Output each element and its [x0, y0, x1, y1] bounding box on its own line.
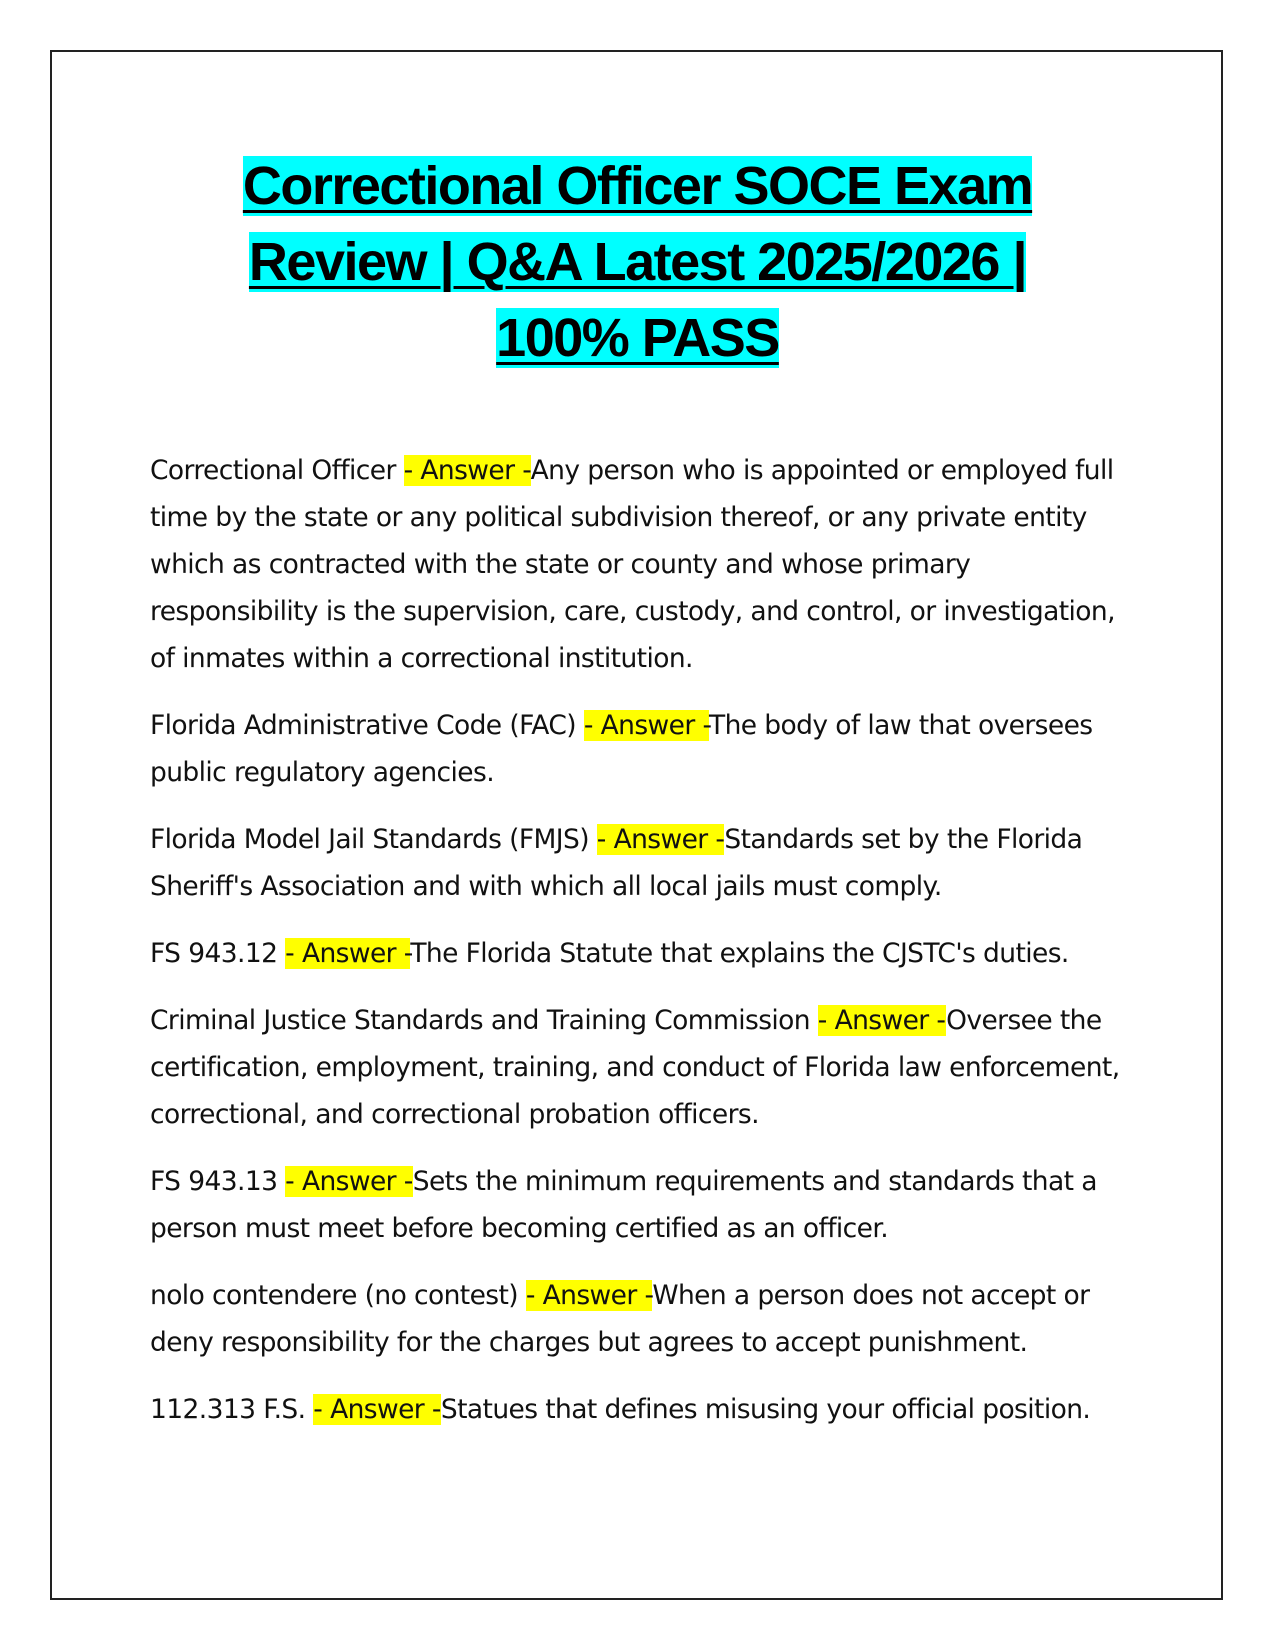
- qa-definition: The Florida Statute that explains the CJSTC's duties.: [410, 938, 1069, 969]
- qa-definition: Oversee the certification, employment, training, and conduct of Florida law enforcement, correctional, and correctional probation officers.: [150, 1005, 1120, 1130]
- answer-label: - Answer -: [596, 824, 725, 855]
- qa-item: [150, 1158, 1140, 1252]
- qa-definition: Sets the minimum requirements and standards that a person must meet before becoming certified as an officer.: [150, 1166, 1097, 1244]
- qa-term: Criminal Justice Standards and Training Commission: [150, 1005, 818, 1036]
- qa-term: nolo contendere (no contest): [150, 1280, 526, 1311]
- qa-definition: The body of law that oversees public regulatory agencies.: [150, 710, 1093, 788]
- qa-item: [150, 816, 1140, 910]
- document-title: [150, 148, 1125, 376]
- qa-item: [150, 702, 1140, 796]
- answer-label: - Answer -: [285, 938, 411, 969]
- qa-item: [150, 1386, 1140, 1433]
- title-line-3: 100% PASS: [496, 308, 779, 368]
- qa-definition: Standards set by the Florida Sheriff's Association and with which all local jails must comply.: [150, 824, 1083, 902]
- qa-term: Florida Model Jail Standards (FMJS): [150, 824, 597, 855]
- qa-definition: When a person does not accept or deny responsibility for the charges but agrees to accept punishment.: [150, 1280, 1090, 1358]
- qa-term: FS 943.12: [150, 938, 286, 969]
- title-line-2: Review | Q&A Latest 2025/2026 |: [248, 232, 1027, 292]
- answer-label: - Answer -: [403, 455, 531, 486]
- qa-term: 112.313 F.S.: [150, 1394, 314, 1425]
- title-line-1: Correctional Officer SOCE Exam: [242, 156, 1033, 216]
- qa-list: [150, 447, 1140, 1453]
- answer-label: - Answer -: [285, 1166, 413, 1197]
- answer-label: - Answer -: [817, 1005, 947, 1036]
- qa-term: Correctional Officer: [150, 455, 404, 486]
- qa-term: FS 943.13: [150, 1166, 286, 1197]
- answer-label: - Answer -: [525, 1280, 653, 1311]
- qa-definition: Any person who is appointed or employed full time by the state or any political subdivision thereof, or any private entity which as contracted with the state or county and whose primary responsibility is the supervision, care, custody, and control, or investigation, of inmates within a correctional institution.: [150, 455, 1115, 674]
- qa-term: Florida Administrative Code (FAC): [150, 710, 584, 741]
- qa-item: [150, 1272, 1140, 1366]
- qa-item: [150, 930, 1140, 977]
- qa-definition: Statues that defines misusing your official position.: [440, 1394, 1091, 1425]
- answer-label: - Answer -: [583, 710, 709, 741]
- qa-item: [150, 447, 1140, 682]
- qa-item: [150, 997, 1140, 1138]
- answer-label: - Answer -: [313, 1394, 441, 1425]
